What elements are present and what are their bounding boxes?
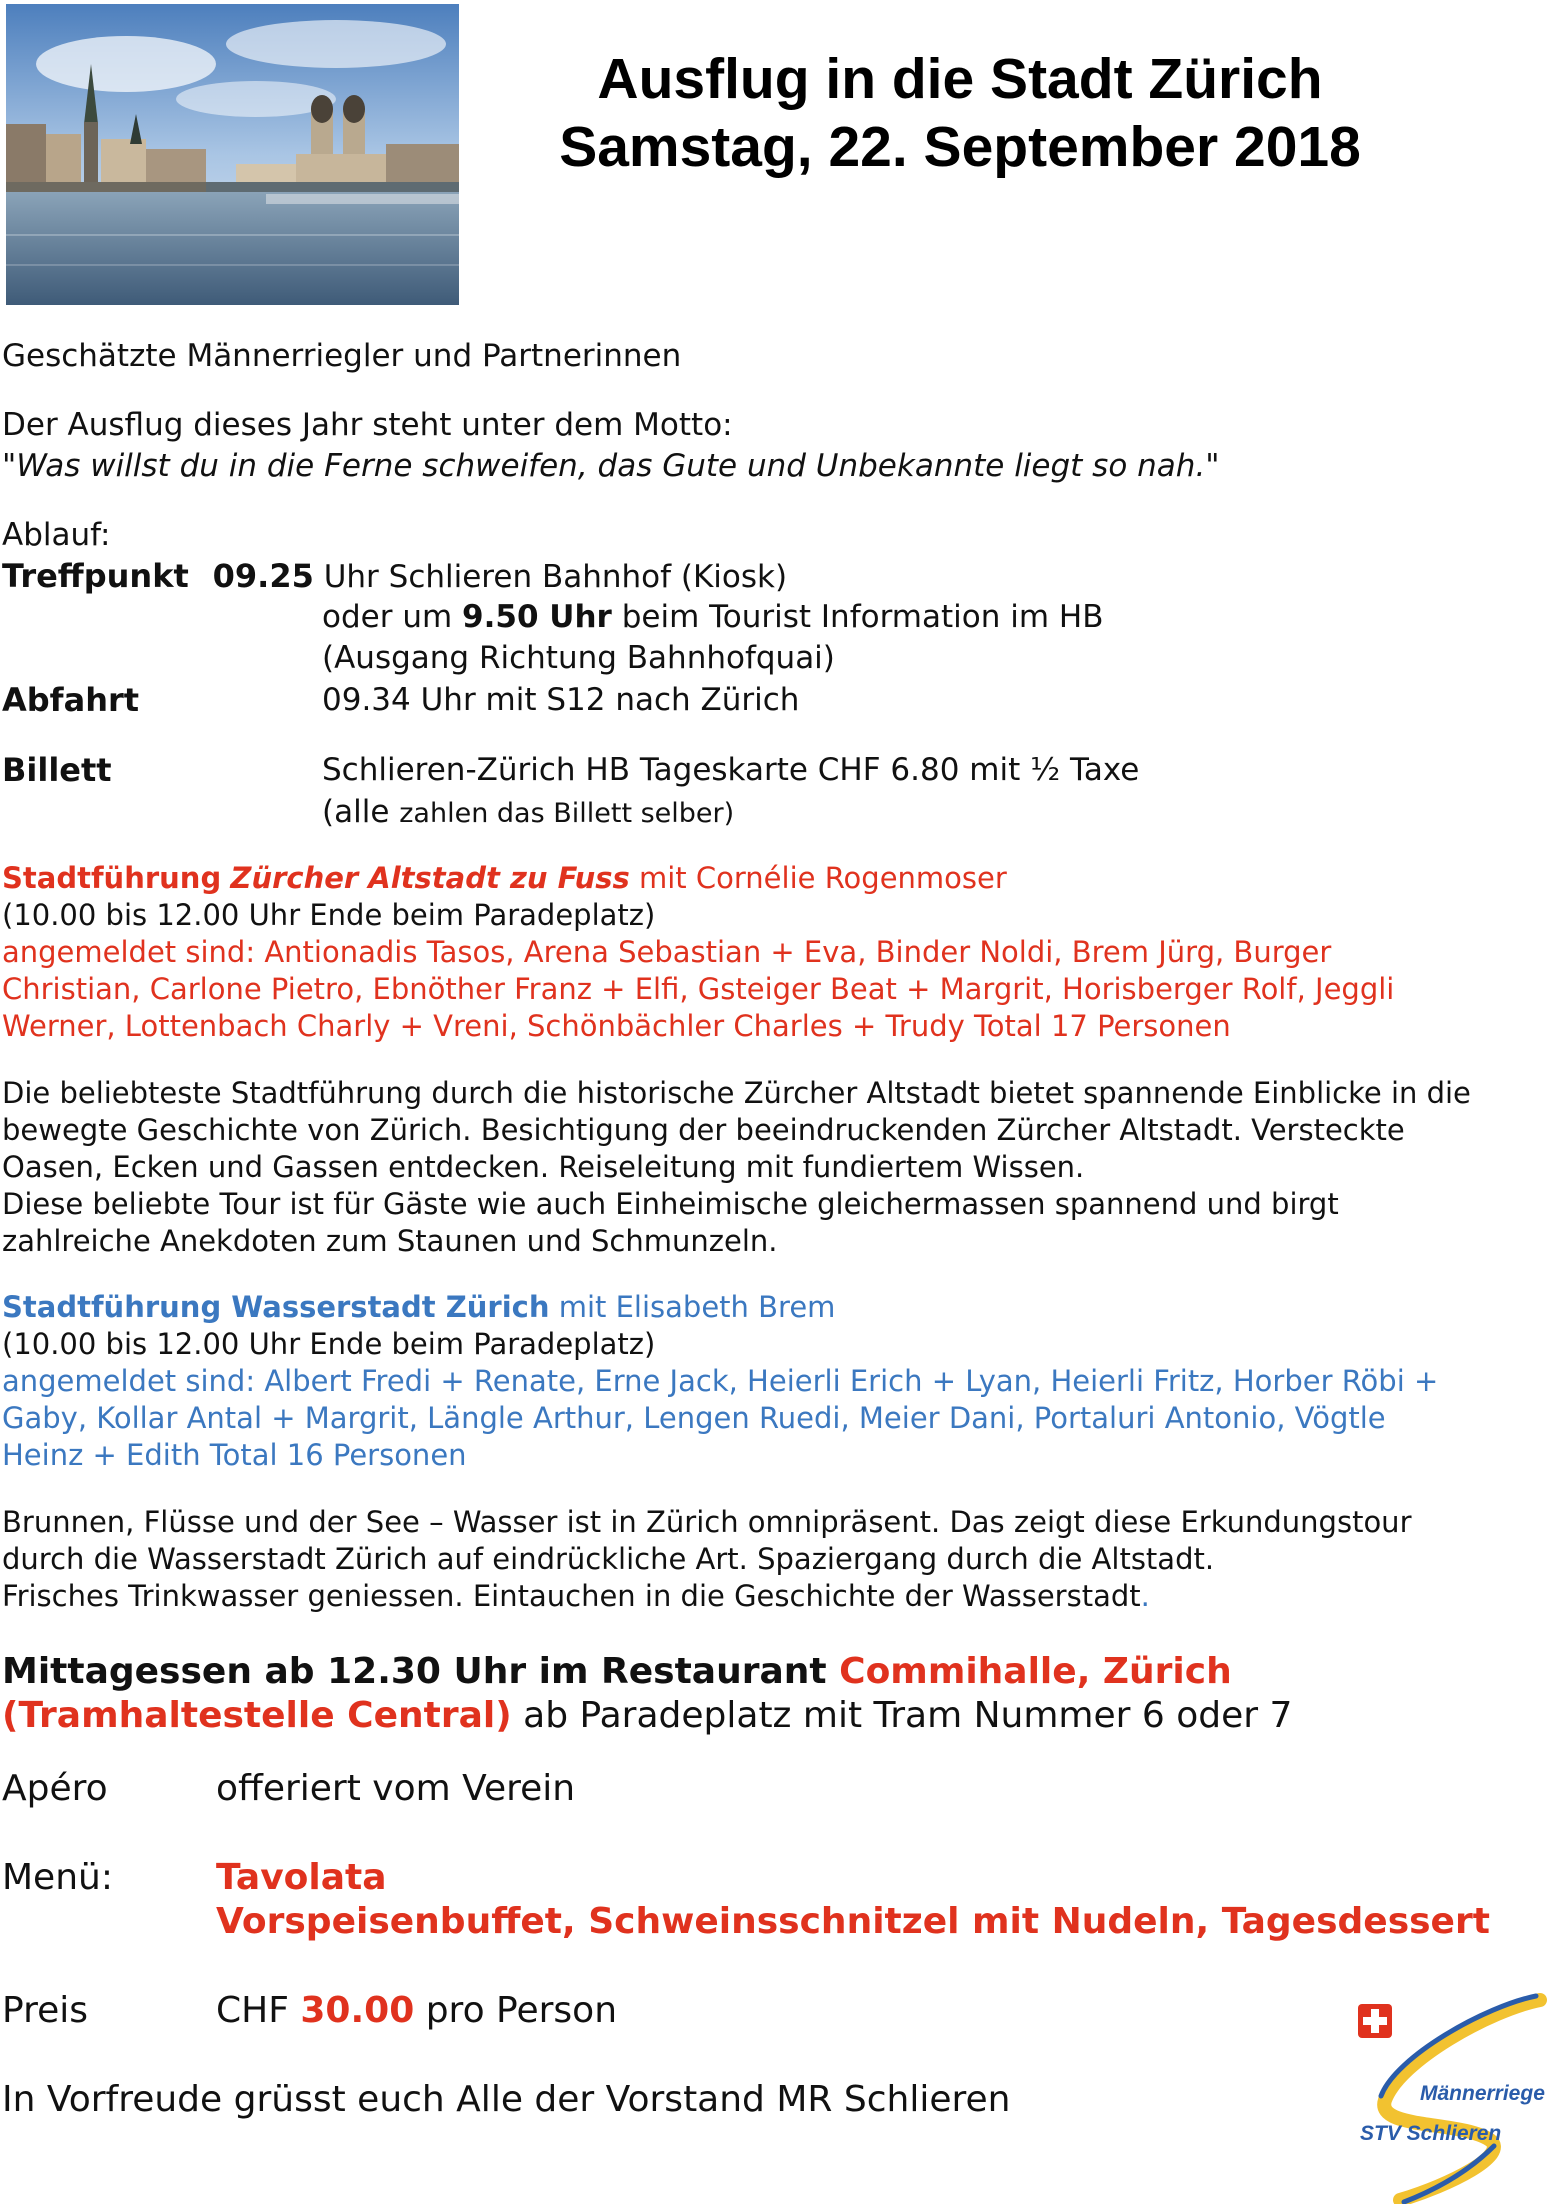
tour2-registered-line: angemeldet sind: Albert Fredi + Renate, Erne Jack, Heierli Erich + Lyan, Heierli Fritz, Horber Röbi + bbox=[2, 1364, 1439, 1398]
tour2-description-end: . bbox=[1140, 1579, 1150, 1613]
tour2-description-line: durch die Wasserstadt Zürich auf eindrückliche Art. Spaziergang durch die Altstadt. bbox=[2, 1542, 1215, 1576]
tour2-description-text: Frisches Trinkwasser geniessen. Eintauchen in die Geschichte der Wasserstadt bbox=[2, 1579, 1141, 1613]
ticket-text: Schlieren-Zürich HB Tageskarte CHF 6.80 mit ½ Taxe bbox=[322, 752, 1140, 788]
menu-line-1: Tavolata bbox=[216, 1857, 387, 1898]
departure-text: 09.34 Uhr mit S12 nach Zürich bbox=[322, 682, 800, 718]
price-label: Preis bbox=[2, 1990, 88, 2031]
apero-label: Apéro bbox=[2, 1768, 108, 1809]
price-value bbox=[216, 1989, 617, 2033]
alt-detail: (Ausgang Richtung Bahnhofquai) bbox=[322, 640, 835, 676]
logo-text-2: STV Schlieren bbox=[1360, 2122, 1502, 2145]
lunch-route: ab Paradeplatz mit Tram Nummer 6 oder 7 bbox=[523, 1695, 1293, 1736]
tour2-registered-line: Heinz + Edith Total 16 Personen bbox=[2, 1438, 467, 1472]
lunch-lead: Mittagessen ab 12.30 Uhr im Restaurant bbox=[2, 1651, 827, 1692]
price-unit: pro Person bbox=[425, 1990, 618, 2031]
tour1-registered-line: Werner, Lottenbach Charly + Vreni, Schönbächler Charles + Trudy Total 17 Personen bbox=[2, 1009, 1231, 1043]
tour2-name: Stadtführung Wasserstadt Zürich bbox=[2, 1290, 550, 1324]
tour2-description-line: Brunnen, Flüsse und der See – Wasser ist in Zürich omnipräsent. Das zeigt diese Erkundungstour bbox=[2, 1505, 1412, 1539]
ticket-note-b: zahlen das Billett selber) bbox=[399, 798, 735, 829]
ticket-label: Billett bbox=[2, 751, 112, 789]
meeting-row bbox=[2, 556, 787, 598]
lunch-stop: (Tramhaltestelle Central) bbox=[2, 1695, 512, 1736]
tour1-guide: mit Cornélie Rogenmoser bbox=[639, 861, 1007, 895]
tour1-registered-line: angemeldet sind: Antionadis Tasos, Arena Sebastian + Eva, Binder Noldi, Brem Jürg, Burger bbox=[2, 935, 1332, 969]
motto-intro: Der Ausflug dieses Jahr steht unter dem Motto: bbox=[2, 407, 733, 443]
greeting: Geschätzte Männerriegler und Partnerinnen bbox=[2, 338, 682, 374]
apero-value: offeriert vom Verein bbox=[216, 1768, 576, 1809]
lunch-line-2 bbox=[2, 1694, 1292, 1738]
ticket-note-a: (alle bbox=[322, 794, 390, 830]
ticket-note bbox=[322, 792, 734, 834]
title-line-2: Samstag, 22. September 2018 bbox=[559, 115, 1361, 179]
header-photo bbox=[6, 4, 459, 305]
meeting-time: 09.25 bbox=[212, 557, 314, 595]
alt-meeting-row bbox=[322, 597, 1103, 638]
page-title bbox=[520, 45, 1400, 181]
departure-label: Abfahrt bbox=[2, 681, 140, 719]
tour2-heading bbox=[2, 1289, 835, 1326]
tour1-prefix: Stadtführung bbox=[2, 861, 222, 895]
meeting-text: Uhr Schlieren Bahnhof (Kiosk) bbox=[323, 559, 788, 595]
motto: "Was willst du in die Ferne schweifen, das Gute und Unbekannte liegt so nah." bbox=[2, 448, 1220, 484]
tour1-time: (10.00 bis 12.00 Uhr Ende beim Paradeplatz) bbox=[2, 898, 656, 932]
logo-text-1: Männerriege bbox=[1420, 2082, 1545, 2105]
menu-label: Menü: bbox=[2, 1857, 113, 1898]
menu-line-2: Vorspeisenbuffet, Schweinsschnitzel mit Nudeln, Tagesdessert bbox=[216, 1901, 1490, 1942]
schedule-heading: Ablauf: bbox=[2, 517, 111, 553]
lunch-place: Commihalle, Zürich bbox=[839, 1651, 1232, 1692]
tour1-name: Zürcher Altstadt zu Fuss bbox=[230, 861, 630, 895]
closing-text: In Vorfreude grüsst euch Alle der Vorstand MR Schlieren bbox=[2, 2079, 1011, 2120]
tour1-description-line: Die beliebteste Stadtführung durch die historische Zürcher Altstadt bietet spannende Einblicke in die bbox=[2, 1076, 1471, 1110]
price-amount: 30.00 bbox=[300, 1990, 415, 2031]
tour2-description-line bbox=[2, 1578, 1150, 1615]
tour2-guide: mit Elisabeth Brem bbox=[558, 1290, 836, 1324]
alt-time: 9.50 Uhr bbox=[462, 599, 612, 635]
tour2-registered-line: Gaby, Kollar Antal + Margrit, Längle Arthur, Lengen Ruedi, Meier Dani, Portaluri Antonio, Vögtle bbox=[2, 1401, 1386, 1435]
lunch-line-1 bbox=[2, 1650, 1232, 1694]
tour1-description-line: bewegte Geschichte von Zürich. Besichtigung der beeindruckenden Zürcher Altstadt. Versteckte bbox=[2, 1113, 1405, 1147]
tour1-description-line: Diese beliebte Tour ist für Gäste wie auch Einheimische gleichermassen spannend und birgt bbox=[2, 1187, 1339, 1221]
meeting-label: Treffpunkt bbox=[2, 557, 189, 595]
tour1-registered-line: Christian, Carlone Pietro, Ebnöther Franz + Elfi, Gsteiger Beat + Margrit, Horisberger Rolf, Jeggli bbox=[2, 972, 1395, 1006]
title-line-1: Ausflug in die Stadt Zürich bbox=[597, 47, 1323, 111]
tour1-heading bbox=[2, 860, 1007, 897]
tour1-description-line: zahlreiche Anekdoten zum Staunen und Schmunzeln. bbox=[2, 1224, 778, 1258]
tour1-description-line: Oasen, Ecken und Gassen entdecken. Reiseleitung mit fundiertem Wissen. bbox=[2, 1150, 1085, 1184]
swiss-cross-icon bbox=[1358, 2004, 1392, 2038]
club-logo bbox=[1340, 1990, 1552, 2204]
alt-text: beim Tourist Information im HB bbox=[621, 599, 1104, 635]
price-currency: CHF bbox=[216, 1990, 289, 2031]
tour2-time: (10.00 bis 12.00 Uhr Ende beim Paradeplatz) bbox=[2, 1327, 656, 1361]
alt-prefix: oder um bbox=[322, 599, 453, 635]
